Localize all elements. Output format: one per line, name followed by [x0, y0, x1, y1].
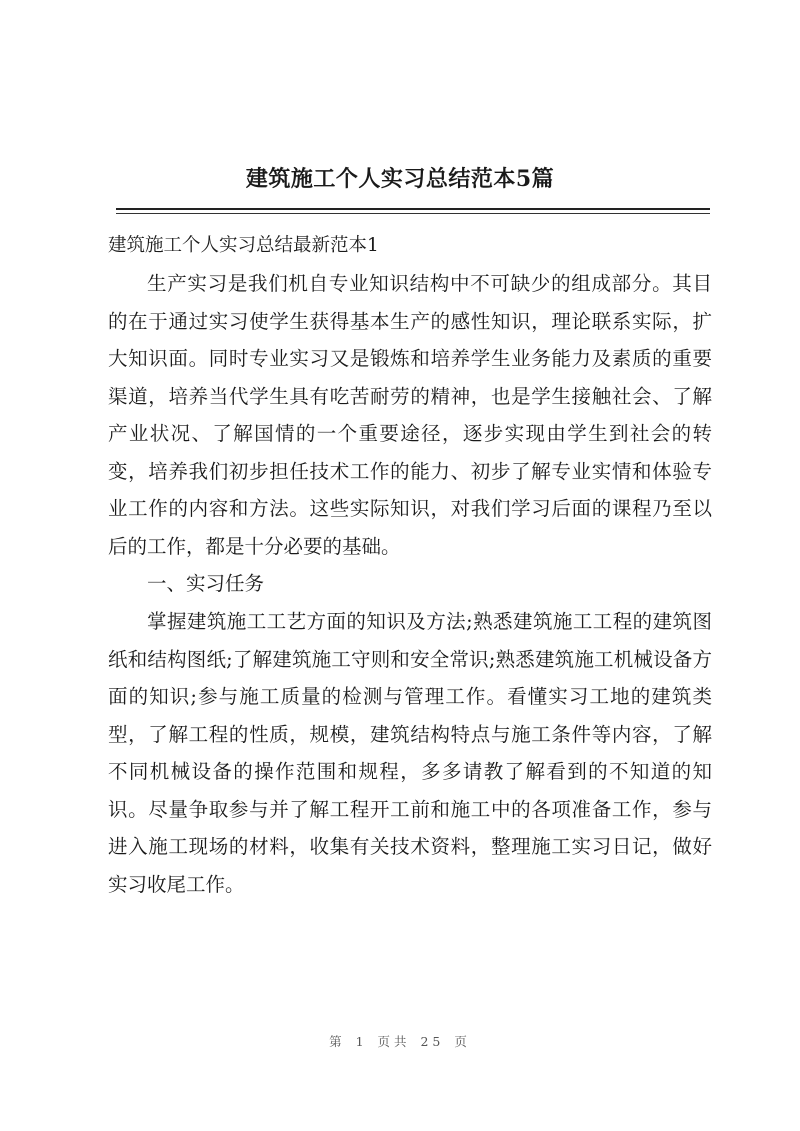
tasks-paragraph: 掌握建筑施工工艺方面的知识及方法;熟悉建筑施工工程的建筑图纸和结构图纸;了解建筑施工守则和安全常识;熟悉建筑施工机械设备方面的知识;参与施工质量的检测与管理工作。看懂实习工地的建筑类型，了解工程的性质，规模，建筑结构特点与施工条件等内容，了解不同机械设备的操作范围和规程，多多请教了解看到的不知道的知识。尽量争取参与并了解工程开工前和施工中的各项准备工作，参与进入施工现场的材料，收集有关技术资料，整理施工实习日记，做好实习收尾工作。: [108, 610, 712, 896]
document-body: [108, 227, 712, 903]
title-divider-thick: [116, 208, 710, 210]
page-number-footer: 第 1 页共 25 页: [329, 1034, 471, 1049]
heading-internship-tasks: 一、实习任务: [147, 572, 265, 595]
title-divider-thin: [116, 213, 710, 214]
section-title: 建筑施工个人实习总结最新范本1: [108, 235, 379, 256]
document-title: 建筑施工个人实习总结范本5篇: [245, 166, 555, 192]
intro-paragraph: 生产实习是我们机自专业知识结构中不可缺少的组成部分。其目的在于通过实习使学生获得基本生产的感性知识，理论联系实际，扩大知识面。同时专业实习又是锻炼和培养学生业务能力及素质的重要渠道，培养当代学生具有吃苦耐劳的精神，也是学生接触社会、了解产业状况、了解国情的一个重要途径，逐步实现由学生到社会的转变，培养我们初步担任技术工作的能力、初步了解专业实情和体验专业工作的内容和方法。这些实际知识，对我们学习后面的课程乃至以后的工作，都是十分必要的基础。: [108, 272, 712, 558]
